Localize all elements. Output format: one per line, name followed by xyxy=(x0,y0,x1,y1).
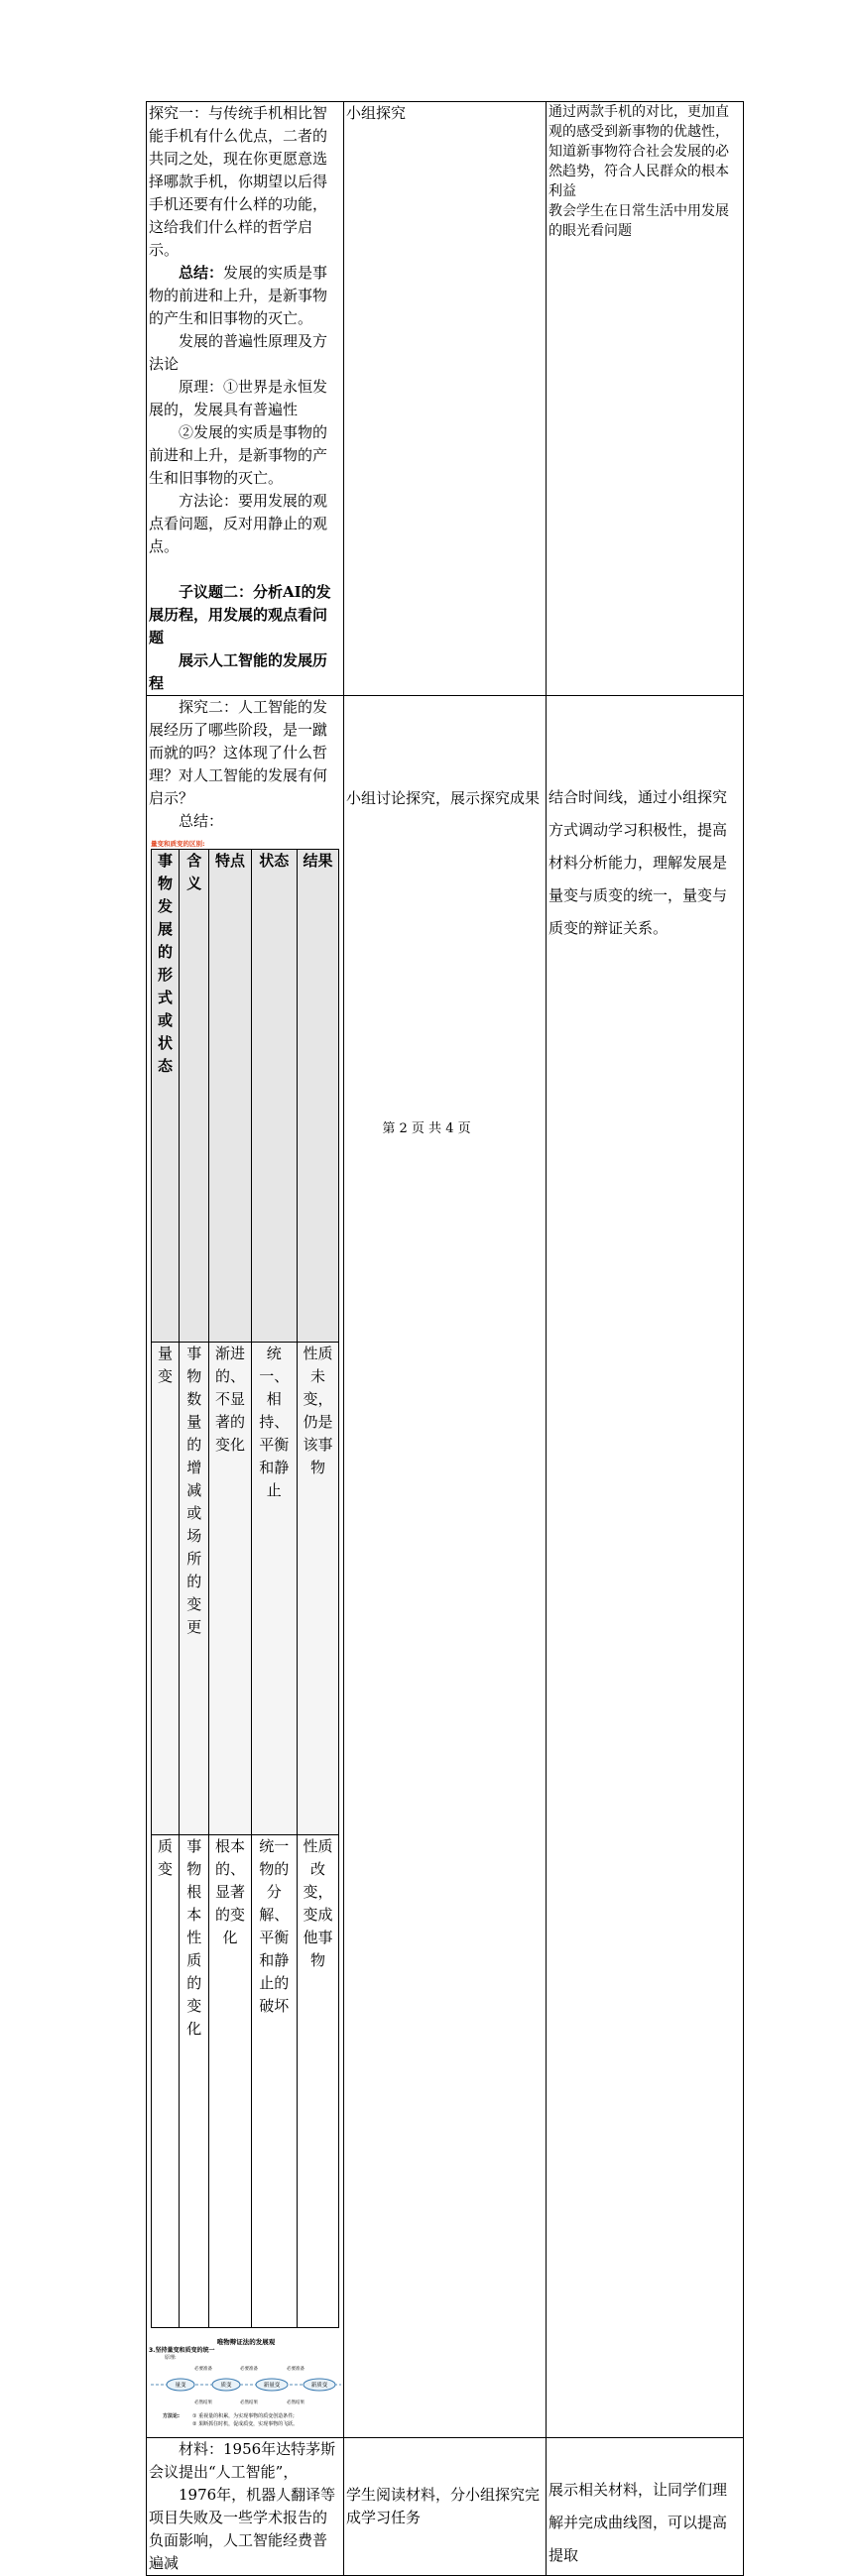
diagram-subtitle: 3.坚持量变和质变的统一 xyxy=(149,2347,215,2354)
row2-col2-cell xyxy=(344,696,547,2438)
summary-label: 总结： xyxy=(179,264,224,282)
table-row xyxy=(152,1343,339,1835)
summary-label-2: 总结： xyxy=(179,812,224,830)
table-cell: 事物数量的增减或场所的变更 xyxy=(179,1343,209,1835)
page-footer: 第 2 页 共 4 页 xyxy=(382,1121,471,1136)
table-cell: 质变 xyxy=(152,1835,180,2328)
header-cell: 事物发展的形式或状态 xyxy=(152,850,180,1343)
header-cell: 特点 xyxy=(209,850,251,1343)
table-cell: 量变 xyxy=(152,1343,180,1835)
inquiry-two-text: 探究二：人工智能的发展经历了哪些阶段，是一蹴而就的吗？这体现了什么哲理？对人工智能的发展有何启示？ xyxy=(149,698,328,807)
quantity-quality-comparison-figure xyxy=(151,839,341,2328)
row3-col1-cell xyxy=(147,2438,344,2576)
row2-col3-cell xyxy=(547,696,744,2438)
node-label: 量变 xyxy=(175,2383,186,2389)
down-label: 必然结果 xyxy=(194,2400,212,2405)
row2-col1-cell xyxy=(147,696,344,2438)
principle-two: ②发展的实质是事物的前进和上升，是新事物的产生和旧事物的灭亡。 xyxy=(149,423,328,487)
development-view-diagram xyxy=(149,2338,343,2437)
table-row xyxy=(152,1835,339,2328)
principle-heading: 发展的普遍性原理及方法论 xyxy=(149,332,328,373)
down-label: 必然结果 xyxy=(240,2400,258,2405)
material-text-2: 1976年，机器人翻译等项目失败及一些学术报告的负面影响，人工智能经费普遍减 xyxy=(149,2486,336,2572)
summary-text: 发展的实质是事物的前进和上升，是新事物的产生和旧事物的灭亡。 xyxy=(149,264,328,327)
table-cell: 统一物的分解、平衡和静止的破坏 xyxy=(251,1835,297,2328)
header-cell: 结果 xyxy=(297,850,338,1343)
up-label: 必要准备 xyxy=(194,2367,212,2372)
sub-topic-two: 子议题二：分析AI的发展历程，用发展的观点看问题 xyxy=(149,583,331,646)
intent-text: 结合时间线，通过小组探究方式调动学习积极性，提高材料分析能力，理解发展是量变与质变的统一，量变与质变的辩证关系。 xyxy=(548,788,728,937)
node-label: 质变 xyxy=(220,2383,232,2389)
show-ai-history: 展示人工智能的发展历程 xyxy=(149,651,328,692)
table-row xyxy=(147,696,744,2438)
row3-col2-cell xyxy=(344,2438,547,2576)
table-cell: 根本的、显著的变化 xyxy=(209,1835,251,2328)
intent-text-2: 教会学生在日常生活中用发展的眼光看问题 xyxy=(548,203,729,239)
row1-col1-cell xyxy=(147,102,344,696)
development-flow-graphic xyxy=(149,2362,343,2407)
method-label: 方法论: xyxy=(163,2413,180,2419)
diagram-title: 唯物辩证法的发展观 xyxy=(216,2338,276,2346)
intent-text: 展示相关材料，让同学们理解并完成曲线图，可以提高提取 xyxy=(548,2481,728,2564)
table-cell: 渐进的、不显著的变化 xyxy=(209,1343,251,1835)
node-label: 新质变 xyxy=(310,2383,328,2389)
node-label: 新量变 xyxy=(263,2383,281,2389)
table-row xyxy=(147,102,744,696)
diagram-principle-label: 原理: xyxy=(165,2355,177,2361)
table-cell: 统一、相持、平衡和静止 xyxy=(251,1343,297,1835)
up-label: 必要准备 xyxy=(287,2367,305,2372)
table-cell: 性质改变，变成他事物 xyxy=(297,1835,338,2328)
principle-one: 原理：①世界是永恒发展的，发展具有普遍性 xyxy=(149,378,328,418)
material-text: 材料：1956年达特茅斯会议提出“人工智能”， xyxy=(149,2440,336,2481)
table-cell: 事物根本性质的变化 xyxy=(179,1835,209,2328)
comparison-table xyxy=(151,849,339,2328)
header-cell: 状态 xyxy=(251,850,297,1343)
up-label: 必要准备 xyxy=(240,2367,258,2372)
activity-text: 学生阅读材料，分小组探究完成学习任务 xyxy=(346,2486,541,2526)
table-row xyxy=(147,2438,744,2576)
table-header-row xyxy=(152,850,339,1343)
methodology-text: 方法论：要用发展的观点看问题，反对用静止的观点。 xyxy=(149,492,328,555)
lesson-plan-table xyxy=(146,101,744,2576)
method-line-2: ② 果断抓住时机，促成质变，实现事物的飞跃。 xyxy=(192,2421,299,2427)
row1-col3-cell xyxy=(547,102,744,696)
row3-col3-cell xyxy=(547,2438,744,2576)
down-label: 必然结果 xyxy=(287,2400,305,2405)
method-line-1: ① 重视量的积累，为实现事物的质变创造条件; xyxy=(192,2413,295,2419)
header-cell: 含义 xyxy=(179,850,209,1343)
table-cell: 性质未变，仍是该事物 xyxy=(297,1343,338,1835)
activity-text: 小组讨论探究，展示探究成果 xyxy=(346,789,541,807)
intent-text: 通过两款手机的对比，更加直观的感受到新事物的优越性，知道新事物符合社会发展的必然趋势，符合人民群众的根本利益 xyxy=(548,104,729,199)
figure-title: 量变和质变的区别: xyxy=(151,840,205,848)
row1-col2-cell xyxy=(344,102,547,696)
activity-text: 小组探究 xyxy=(346,104,407,122)
inquiry-one-text: 探究一：与传统手机相比智能手机有什么优点，二者的共同之处，现在你更愿意选择哪款手机，你期望以后得手机还要有什么样的功能，这给我们什么样的哲学启示。 xyxy=(149,104,328,259)
